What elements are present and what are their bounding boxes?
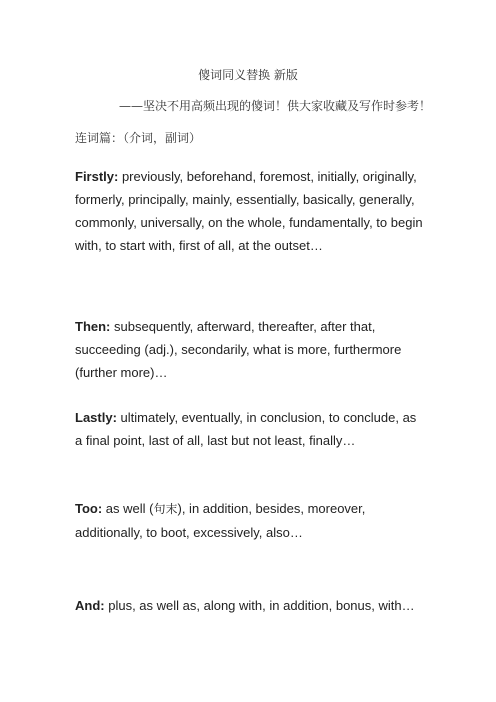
entry-keyword: Too: bbox=[75, 501, 103, 516]
entry-lastly bbox=[75, 406, 425, 452]
entry-text: previously, beforehand, foremost, initially, originally, formerly, principally, mainly, essentially, basically, generally, commonly, universally, on the whole, fundamentally, to begin with, to start with, first of all, at the outset… bbox=[75, 169, 423, 253]
entry-firstly bbox=[75, 165, 425, 257]
entry-keyword: And: bbox=[75, 598, 105, 613]
entry-keyword: Lastly: bbox=[75, 410, 117, 425]
section-heading: 连词篇：（介词，副词） bbox=[75, 131, 202, 145]
document-title: 傻词同义替换 新版 bbox=[198, 68, 298, 82]
entry-note: 句末 bbox=[153, 502, 178, 516]
entry-keyword: Then: bbox=[75, 319, 111, 334]
document-subtitle: ——坚决不用高频出现的傻词！供大家收藏及写作时参考！ bbox=[119, 99, 432, 113]
entry-text-before: as well ( bbox=[102, 501, 154, 516]
entry-and bbox=[75, 594, 425, 617]
entry-keyword: Firstly: bbox=[75, 169, 119, 184]
entry-text: subsequently, afterward, thereafter, after that, succeeding (adj.), secondarily, what is more, furthermore (further more)… bbox=[75, 319, 402, 380]
entry-too bbox=[75, 497, 425, 544]
entry-text-after: ), in addition, besides, moreover, additionally, to boot, excessively, also… bbox=[75, 501, 366, 540]
entry-text: plus, as well as, along with, in addition, bonus, with… bbox=[104, 598, 415, 613]
entry-then bbox=[75, 315, 425, 384]
entry-text: ultimately, eventually, in conclusion, to conclude, as a final point, last of all, last but not least, finally… bbox=[75, 410, 417, 448]
